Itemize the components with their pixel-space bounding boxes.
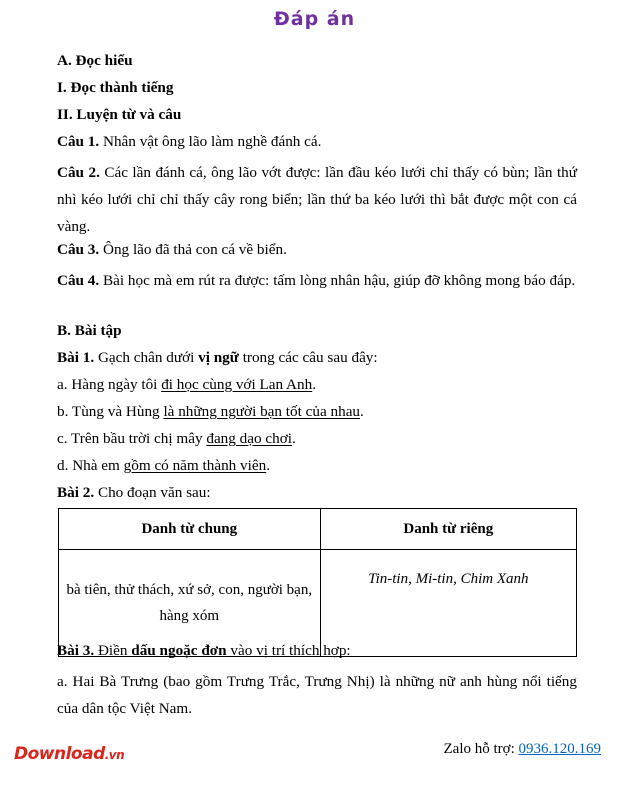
sentence-b-pre: b. Tùng và Hùng: [57, 403, 164, 420]
question-2-label: Câu 2.: [57, 164, 100, 181]
sentence-d-post: .: [266, 457, 270, 474]
exercise-1-post: trong các câu sau đây:: [238, 349, 378, 366]
download-vn-logo[interactable]: [14, 744, 124, 764]
question-2: [57, 159, 577, 240]
exercise-3-post: vào vị trí thích hợp:: [226, 642, 351, 659]
zalo-phone-link[interactable]: 0936.120.169: [518, 741, 601, 757]
table-cell-proper-nouns: Tin-tin, Mi-tin, Chim Xanh: [320, 550, 576, 657]
exercise-3-keyword: dấu ngoặc đơn: [131, 642, 227, 659]
question-1-text: Nhân vật ông lão làm nghề đánh cá.: [99, 133, 322, 150]
table-cell-common-nouns: bà tiên, thử thách, xứ sở, con, người bạn, hàng xóm: [59, 550, 321, 657]
question-4: [57, 267, 577, 294]
sentence-a-post: .: [312, 376, 317, 393]
question-3-label: Câu 3.: [57, 241, 100, 258]
zalo-support: [444, 741, 602, 758]
exercise-2: [57, 483, 211, 503]
exercise-3-label: Bài 3.: [57, 642, 95, 659]
question-1-label: Câu 1.: [57, 133, 100, 150]
section-i-heading: I. Đọc thành tiếng: [57, 79, 174, 96]
section-ii-heading: II. Luyện từ và câu: [57, 106, 182, 123]
table-header-common-nouns: Danh từ chung: [59, 509, 321, 550]
sentence-b-predicate: là những người bạn tốt của nhau: [163, 403, 361, 420]
sentence-c-predicate: đang dạo chơi: [206, 430, 292, 447]
sentence-d: [57, 456, 270, 476]
sentence-c-pre: c. Trên bầu trời chị mây: [57, 430, 207, 447]
exercise-2-text: Cho đoạn văn sau:: [94, 484, 211, 501]
exercise-1-label: Bài 1.: [57, 349, 95, 366]
exercise-3-pre: Điền: [94, 642, 132, 659]
question-3-text: Ông lão đã thả con cá về biển.: [99, 241, 287, 258]
sentence-a-pre: a. Hàng ngày tôi: [57, 376, 162, 393]
exercise-1-pre: Gạch chân dưới: [94, 349, 199, 366]
question-4-text: Bài học mà em rút ra được: tấm lòng nhân hậu, giúp đỡ không mong báo đáp.: [99, 272, 576, 289]
table-header-row: [59, 509, 577, 550]
section-b-heading: B. Bài tập: [57, 322, 122, 339]
exercise-1: [57, 348, 378, 368]
sentence-a-predicate: đi học cùng với Lan Anh: [161, 376, 313, 393]
sentence-b: [57, 402, 364, 422]
exercise-1-keyword: vị ngữ: [198, 349, 239, 366]
sentence-a: [57, 375, 316, 395]
sentence-c: [57, 429, 296, 449]
question-1: [57, 132, 321, 152]
sentence-b-post: .: [360, 403, 364, 420]
sentence-d-pre: d. Nhà em: [57, 457, 124, 474]
logo-suffix: .vn: [104, 748, 125, 762]
noun-table: [58, 508, 577, 657]
logo-text: Download: [14, 744, 105, 764]
zalo-label: Zalo hỗ trợ:: [443, 741, 519, 757]
question-3: [57, 240, 287, 260]
page-title: Đáp án: [273, 8, 356, 30]
table-header-proper-nouns: Danh từ riêng: [320, 509, 576, 550]
exercise-3: [57, 641, 351, 661]
sentence-d-predicate: gồm có năm thành viên: [123, 457, 267, 474]
exercise-3-answer: a. Hai Bà Trưng (bao gồm Trưng Trắc, Trưng Nhị) là những nữ anh hùng nổi tiếng của dân tộc Việt Nam.: [57, 673, 577, 717]
exercise-2-label: Bài 2.: [57, 484, 95, 501]
question-4-label: Câu 4.: [57, 272, 100, 289]
sentence-c-post: .: [291, 430, 296, 447]
section-a-heading: A. Đọc hiểu: [57, 52, 133, 69]
question-2-text: Các lần đánh cá, ông lão vớt được: lần đầu kéo lưới chỉ thấy có bùn; lần thứ nhì kéo lưới chỉ chỉ thấy cây rong biển; lần thứ ba kéo lưới thì bắt được một con cá vàng.: [57, 164, 577, 235]
